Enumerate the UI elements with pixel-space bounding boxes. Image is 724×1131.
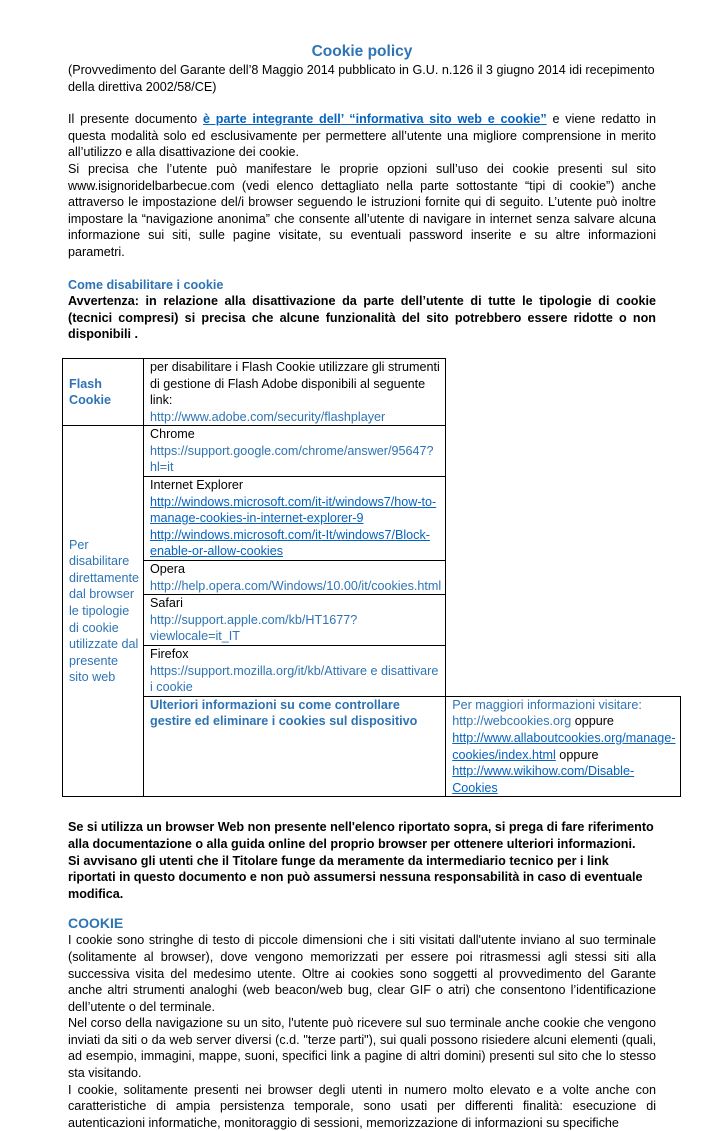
webcookies-link[interactable]: Per maggiori informazioni visitare: http://webcookies.org bbox=[452, 697, 642, 729]
browser-note-bold: Se si utilizza un browser Web non presente nell'elenco riportato sopra, si prega di fare riferimento alla documentazione o alla guida online del proprio browser per ottenere ulteriori informazioni. bbox=[68, 820, 654, 851]
intro-text-before: Il presente documento bbox=[68, 112, 203, 127]
cookie-paragraph-1: I cookie sono stringhe di testo di piccole dimensioni che i siti visitati dall'utente inviano al suo terminale (solitamente al browser), dove vengono memorizzati per essere poi ritrasmessi agli stessi siti alla successiva visita del medesimo utente. Oltre ai cookies sono soggetti al provvedimento del Garante anche altri strumenti analoghi (web beacon/web bug, clear GIF o atri) che consentono l’identificazione dell’utente o del terminale. bbox=[68, 933, 656, 1014]
opera-name: Opera bbox=[150, 562, 186, 577]
ie-url-2[interactable]: http://windows.microsoft.com/it-It/windows7/Block-enable-or-allow-cookies bbox=[150, 527, 430, 559]
opera-cell bbox=[144, 561, 446, 595]
disable-heading: Come disabilitare i cookie bbox=[68, 277, 224, 292]
opera-url[interactable]: http://help.opera.com/Windows/10.00/it/cookies.html bbox=[150, 578, 442, 593]
intro-paragraph-2: Si precisa che l’utente può manifestare le proprie opzioni sull’uso dei cookie presenti sul sito www.isignoridelbarbecue.com (vedi elenco dettagliato nella parte sottostante “tipi di cookie”) anche attraverso le impostazione del/i browser seguendo le istruzioni fornite qui di seguito. L’utente può inoltre impostare la “navigazione anonima” che consente all’utente di navigare in internet senza salvare alcuna informazione sui siti, sulle pagine visitate, su eventuali password inserite e su altre informazioni parametri. bbox=[68, 161, 656, 259]
ie-name: Internet Explorer bbox=[150, 478, 244, 493]
chrome-cell bbox=[144, 426, 446, 477]
intro-paragraph-1 bbox=[68, 111, 656, 161]
table-row bbox=[63, 426, 681, 477]
page-title: Cookie policy bbox=[311, 43, 413, 60]
document-page bbox=[68, 42, 676, 1131]
cookie-paragraph-2: Nel corso della navigazione su un sito, l'utente può ricevere sul suo terminale anche cookie che vengono inviati da siti o da web server diversi (c.d. "terze parti"), sui quali possono risiedere alcuni elementi (quali, ad esempio, immagini, mappe, suoni, specifici link a pagine di altri domini) presenti sul sito che lo stesso sta visitando. bbox=[68, 1016, 656, 1081]
more-info-line-1 bbox=[452, 697, 675, 730]
table-row bbox=[63, 696, 681, 797]
chrome-url[interactable]: https://support.google.com/chrome/answer/95647?hl=it bbox=[150, 443, 434, 475]
flash-cookie-url[interactable]: http://www.adobe.com/security/flashplayer bbox=[150, 409, 386, 424]
browsers-label: Per disabilitare direttamente dal browser le tipologie di cookie utilizzate dal presente sito web bbox=[63, 426, 144, 797]
ie-cell bbox=[144, 477, 446, 561]
more-info-line-2 bbox=[452, 730, 675, 763]
cookie-table bbox=[62, 358, 681, 797]
firefox-cell bbox=[144, 646, 446, 697]
flash-cookie-text: per disabilitare i Flash Cookie utilizzare gli strumenti di gestione di Flash Adobe disponibili al seguente link: bbox=[150, 359, 440, 408]
warning-bold: Avvertenza: in relazione alla disattivazione da parte dell’utente di tutte le tipologie di cookie (tecnici compresi) si precisa che alcune funzionalità del sito potrebbero essere ridotte o non disponibili . bbox=[68, 294, 656, 342]
disclaimer-bold: Si avvisano gli utenti che il Titolare funge da meramente da intermediario tecnico per i link riportati in questo documento e non può assumersi nessuna responsabilità in caso di eventuale modifica. bbox=[68, 853, 643, 901]
intro-text-after: e viene redatto in questa modalità solo ed esclusivamente per permettere all’utente una migliore comprensione in merito all’utilizzo e alla disattivazione dei cookie. bbox=[68, 112, 656, 160]
table-row bbox=[63, 358, 681, 425]
firefox-name: Firefox bbox=[150, 647, 189, 661]
informativa-link[interactable]: è parte integrante dell’ “informativa sito web e cookie” bbox=[202, 112, 547, 127]
cookie-paragraph-3: I cookie, solitamente presenti nei browser degli utenti in numero molto elevato e a volte anche con caratteristiche di ampia persistenza temporale, sono usati per differenti finalità: esecuzione di autenticazioni informatiche, monitoraggio di sessioni, memorizzazione di informazioni su specifiche bbox=[68, 1082, 656, 1130]
warning-text bbox=[68, 293, 656, 343]
wikihow-link[interactable]: http://www.wikihow.com/Disable-Cookies bbox=[452, 764, 635, 795]
firefox-url[interactable]: https://support.mozilla.org/it/kb/Attivare e disattivare i cookie bbox=[150, 663, 439, 695]
more-info-cell bbox=[446, 696, 680, 797]
ie-url-1[interactable]: http://windows.microsoft.com/it-it/windows7/how-to-manage-cookies-in-internet-explorer-9 bbox=[150, 494, 437, 526]
table-row bbox=[63, 561, 681, 595]
flash-cookie-cell bbox=[144, 358, 446, 425]
browser-note bbox=[68, 819, 656, 852]
flash-cookie-label: Flash Cookie bbox=[63, 358, 144, 425]
or-text-1: oppure bbox=[571, 714, 614, 729]
cookie-heading: COOKIE bbox=[68, 915, 124, 932]
allaboutcookies-link[interactable]: http://www.allaboutcookies.org/manage-cookies/index.html bbox=[452, 730, 676, 762]
chrome-name: Chrome bbox=[150, 427, 195, 442]
or-text-2: oppure bbox=[555, 747, 599, 762]
table-row bbox=[63, 477, 681, 561]
safari-url[interactable]: http://support.apple.com/kb/HT1677?viewlocale=it_IT bbox=[150, 612, 358, 644]
disclaimer bbox=[68, 853, 656, 903]
safari-cell bbox=[144, 595, 446, 646]
more-info-label: Ulteriori informazioni su come controllare gestire ed eliminare i cookies sul dispositivo bbox=[144, 696, 446, 797]
table-row bbox=[63, 595, 681, 646]
safari-name: Safari bbox=[150, 596, 183, 611]
subtitle: (Provvedimento del Garante dell’8 Maggio 2014 pubblicato in G.U. n.126 il 3 giugno 2014 idi recepimento della direttiva 2002/58/CE) bbox=[68, 63, 655, 94]
table-row bbox=[63, 646, 681, 697]
